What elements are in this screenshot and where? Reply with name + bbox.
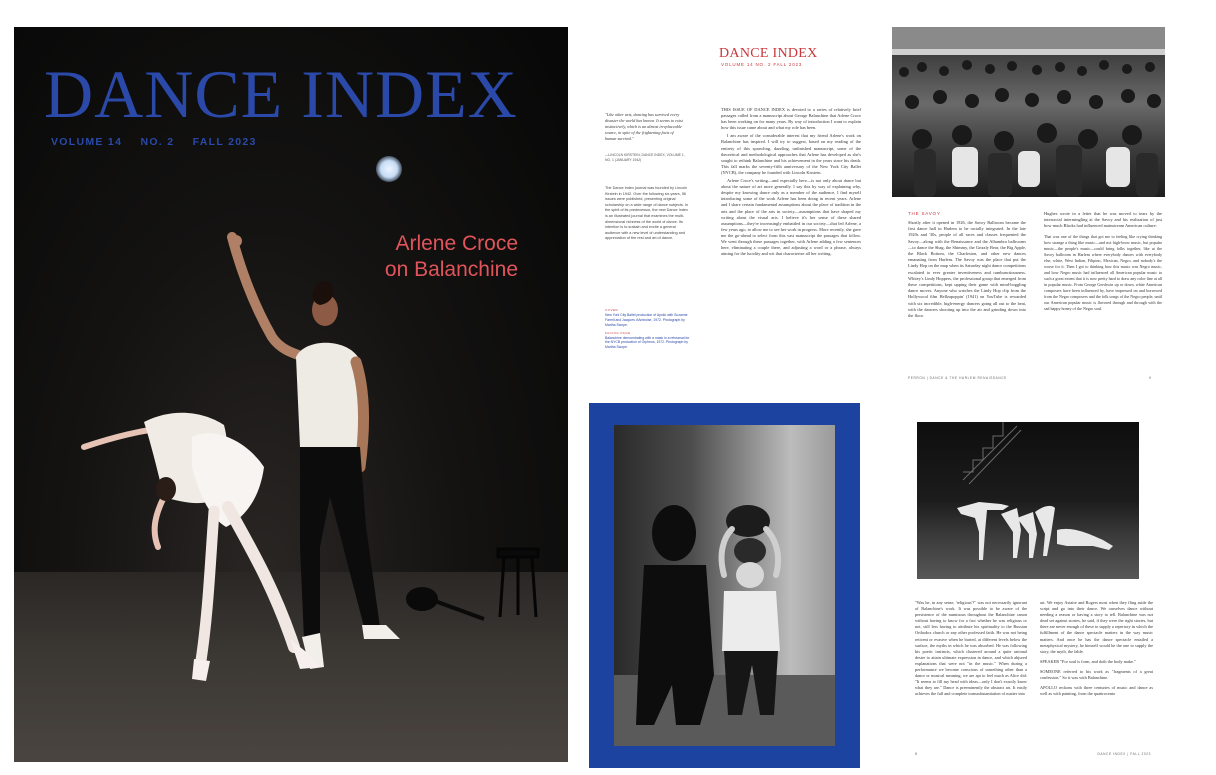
feature-line-2: on Balanchine bbox=[384, 258, 518, 281]
running-footer: DANCE INDEX | FALL 2023 bbox=[1097, 752, 1151, 756]
shadow-figure bbox=[636, 505, 714, 725]
mask-rehearsal-illustration bbox=[614, 425, 835, 746]
page-number: 8 bbox=[915, 752, 917, 756]
cover-number: NO. 2 bbox=[140, 136, 175, 148]
body-paragraph: Arlene Croce's writing—and especially here—is not only about dance but about the nature of art more generally. I say this by way of explaining why, despite my knowing dance only as a member of the audience, I find myself introducing some of the work Arlene has been doing in recent years. Arlene and I share certain fundamental assumptions about the place of tradition in the arts and the place of the arts in society—assumptions that have shaped my writing about the visual arts. I believe it's her sense of these shared assumptions—they're increasingly embattled in our society—that led Arlene, a few years ago, to allow me to see her work in progress. More recently, she gave me the go-ahead to select from this vast manuscript the passages that follow. We went through these passages together, with Arlene adding a few sentences here, eliminating a couple there, and adjusting a word or a phrase, always aiming for the lucidity and wit that characterize all her writing. bbox=[721, 178, 861, 257]
body-paragraph: THIS ISSUE OF DANCE INDEX is devoted to a series of relatively brief passages culled from a manuscript about George Balanchine that Arlene Croce has been working on for many years. By way of introduction I want to explain how this issue came about and what my role has been. bbox=[721, 107, 861, 131]
magazine-cover bbox=[14, 27, 568, 762]
rehearsal-page bbox=[890, 403, 1165, 768]
stage-stool bbox=[498, 549, 538, 617]
running-footer: PERRON | DANCE & THE HARLEM RENAISSANCE bbox=[908, 376, 1007, 380]
epigraph: "Like other arts, dancing has survived every disaster the world has known. It seems to exist instinctively, which is an almost irreplaceable source, in spite of the frightening facts of human survival." bbox=[605, 112, 683, 141]
facing-credit-label: FACING PAGE bbox=[605, 330, 631, 335]
intro-body-column bbox=[721, 107, 861, 259]
inside-spread-page bbox=[590, 27, 870, 393]
masthead: DANCE INDEX bbox=[719, 46, 818, 61]
rehearsing-dancers bbox=[957, 502, 1113, 560]
hughes-quote: That was one of the things that got me to feeling like crying thinking how strange a thing like music—and not high-brow music, but popular music—the people's music—could bring folks together, like at the Savoy ballroom in Harlem where everybody dances with everybody else, white, West Indian, Filipino, Mexican, Negro, and nobody's the worse for it. Then I got to thinking how this music was Negro music, and how Negro music had influenced all American popular music to such a great extent that it is now pretty hard to draw any color line at all in popular music. From George Gershwin up or down, white American composers have been influenced by, have impressed on and borrowed from the Negro composers and the folk songs of the Negro people, until our American popular music is flavored through and through with the sad happy honey of the Negro soul. bbox=[1044, 233, 1162, 311]
savoy-page bbox=[890, 27, 1165, 393]
rehearsal-column-2 bbox=[1040, 600, 1153, 701]
cover-credit: New York City Ballet production of Apollo with Suzanne Farrell and Jacques d'Amboise, 1972. Photograph by Martha Swope. bbox=[605, 312, 688, 327]
bleachers bbox=[963, 422, 1021, 484]
body-paragraph: APOLLO reckons with three centuries of music and dance as well as with painting, from the quattrocento bbox=[1040, 685, 1153, 697]
facing-credit: Balanchine demonstrating with a mask in a rehearsal for the NYCB production of Orpheus, 1972. Photograph by Martha Swope. bbox=[605, 335, 690, 350]
dancers-photo bbox=[14, 27, 568, 762]
crowd-illustration bbox=[892, 27, 1165, 197]
body-paragraph: art. We enjoy Astaire and Rogers most when they fling aside the script and go into their dance. We ourselves dance without needing a reason or having a story to tell. Balanchine was not dead set against stories, he said, if they were the right stories, but there are never enough of these to supply a repertory in which the fulfillment of the dance spectacle matters in the way music matters. And once he has the dance spectacle entailed a metaphysical mystery, he himself would be the one to supply the story, the myth, the fable. bbox=[1040, 600, 1153, 654]
photo-credits bbox=[605, 305, 695, 350]
cover-season: FALL 2023 bbox=[192, 136, 257, 148]
feature-line-1: Arlene Croce bbox=[395, 232, 518, 255]
cover-title: DANCE INDEX bbox=[44, 56, 518, 132]
section-heading: THE SAVOY bbox=[908, 211, 941, 216]
savoy-column-2-intro: Hughes wrote in a letter that he was moved to tears by the interracial intermingling at the Savoy and his realization of just how much Blacks had influenced mainstream American culture: bbox=[1044, 211, 1162, 229]
body-paragraph: SOMEONE referred to his work as "fragments of a great confession." So it was with Balanchine. bbox=[1040, 668, 1153, 681]
body-paragraph: SPEAKER "For soul is form, and doth the body make." bbox=[1040, 658, 1136, 664]
rehearsal-column-1: "Was he, in any sense, 'religious'?" was not necessarily ignorant of Balanchine's work. It was possible to be aware of the persistence of the numinous throughout the Balanchine canon without having to know for a fact whether he was religious or not, still less having to attribute his spirituality to the Russian Orthodox church or any other professed faith. He was not being reticent or evasive when he buried, at different levels below the surface, the myths in which he was absorbed. He was following his poetic instincts, which clustered around a quite rational desire to attain ultimate expression in dance, and which abjured explanations that were not "in the music." When during a performance we become conscious of something other than a dance or musical meaning, we are apt to feel much as Alice did: "It seems to fill my head with ideas—only I don't exactly know what they are." Dance is preeminently the abstract art. It easily achieves the full and complete transsubstantiation of matter into bbox=[915, 600, 1027, 697]
body-paragraph: I am aware of the considerable interest that my friend Arlene's work on Balanchine has inspired. I will try to suggest, based on my reading of the entirety of this sprawling, dazzling, unfinished manuscript, some of the theoretical and methodological approaches that Arlene has developed as she's sought to rethink Balanchine and his achievement in the years since his death. This fall marks the seventy-fifth anniversary of the New York City Ballet (NYCB), the company he founded with Lincoln Kirstein. bbox=[721, 133, 861, 175]
epigraph-attribution: —LINCOLN KIRSTEIN, DANCE INDEX, VOLUME 1, NO. 1 (JANUARY 1942) bbox=[605, 153, 685, 162]
stage-lyre bbox=[408, 589, 484, 619]
male-dancer bbox=[230, 235, 400, 669]
dancers-rehearsal-illustration bbox=[917, 422, 1139, 579]
masthead-issue: VOLUME 14 NO. 2 FALL 2023 bbox=[721, 62, 803, 67]
savoy-column-1: Shortly after it opened in 1926, the Savoy Ballroom became the first dance hall in Harlem to be racially integrated. In the late 1920s and '30s, people of all races and classes frequented the Savoy—along with the Renaissance and the Alhambra ballrooms—to dance the Shag, the Shimmy, the Grizzly Bear, the Big Apple, the Black Bottom, the Charleston, and other new dances emanating from Harlem. The Savoy was the place that put the Lindy Hop on the map when its Saturday night dance competitions escalated to ever greater inventiveness and rambunctiousness. Whitey's Lindy Hoppers, the professional group that emerged from these competitions, kept upping their game with mind-boggling dance moves. Anyone who watches the Lindy Hop clip from the Hollywood film Hellzapoppin' (1941) on YouTube is rewarded with six incredible, high-energy dancers going all out to the beat, with the dancers shooting up into the air and grinding down into the floor. bbox=[908, 220, 1026, 319]
page-number: 9 bbox=[1149, 376, 1151, 380]
blue-framed-photo-page bbox=[589, 403, 860, 768]
rehearsal-photo bbox=[917, 422, 1139, 579]
journal-intro: The Dance Index journal was founded by Lincoln Kirstein in 1942. Over the following six years, 56 issues were published, presenting original scholarship on a wide range of dance subjects. In the spirit of its predecessor, the new Dance Index is an illustrated journal that examines the multi-dimensional richness of the world of dance. Its intention is to sustain and excite a general audience with a new level of understanding and appreciation of the rest and art of dance. bbox=[605, 186, 689, 241]
savoy-ballroom-photo bbox=[892, 27, 1165, 197]
balanchine-mask-photo bbox=[614, 425, 835, 746]
female-dancer bbox=[84, 413, 320, 681]
cover-volume: VOLUME 14 bbox=[51, 136, 123, 148]
savoy-column-2 bbox=[1044, 211, 1162, 312]
cover-credit-label: COVER bbox=[605, 308, 619, 312]
mask bbox=[726, 505, 770, 564]
